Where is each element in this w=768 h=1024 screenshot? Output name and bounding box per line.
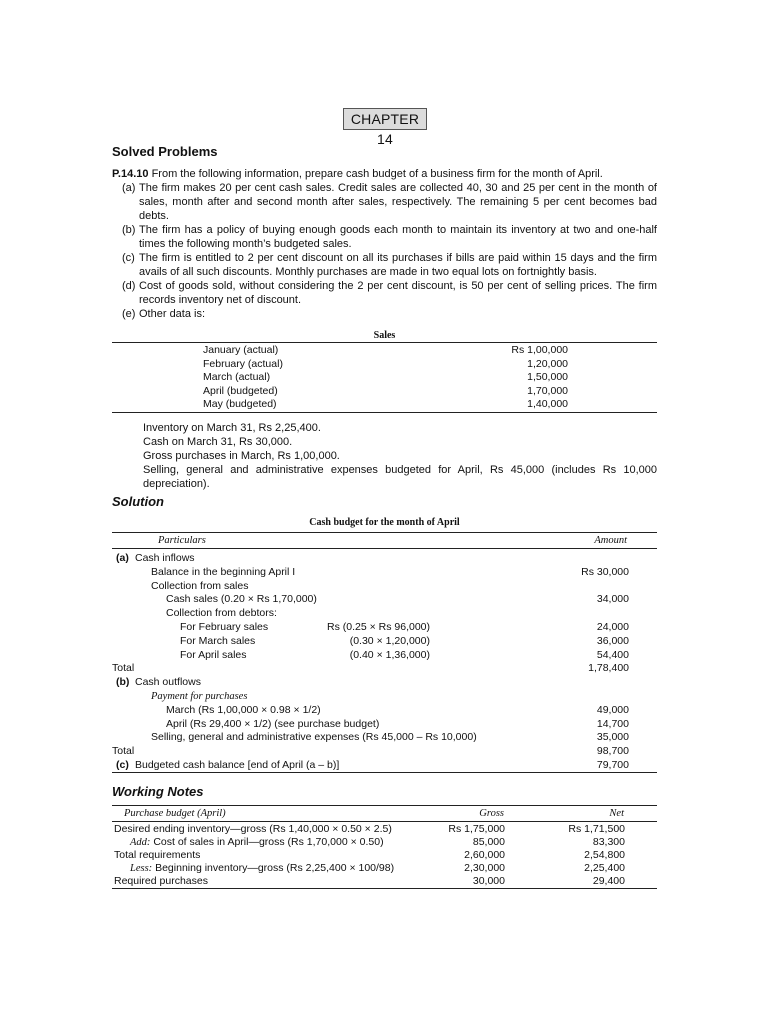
purchase-gross: Rs 1,75,000 <box>448 823 505 835</box>
sales-table-title: Sales <box>373 330 396 341</box>
row-amount: 24,000 <box>596 621 629 633</box>
purchase-row-prefix: Add: <box>130 837 151 848</box>
purchase-row-text: Required purchases <box>114 875 208 887</box>
problem-part <box>112 251 657 279</box>
purchase-row-label <box>130 862 394 875</box>
row-particular: Total <box>112 662 135 675</box>
row-tag: (b) <box>116 676 130 689</box>
row-amount: 54,400 <box>596 648 629 661</box>
purchase-gross: 85,000 <box>472 836 505 848</box>
sales-table-top-rule <box>112 342 657 343</box>
row-amount: 1,78,400 <box>588 662 629 675</box>
part-label: (e) <box>122 308 136 320</box>
purchase-row-text: Desired ending inventory—gross (Rs 1,40,000 × 0.50 × 2.5) <box>114 823 392 835</box>
cash-budget-header-rule <box>112 548 657 549</box>
row-particular: For March sales <box>180 634 256 647</box>
purchase-row-prefix: Less: <box>130 863 153 874</box>
info-line: Cash on March 31, Rs 30,000. <box>143 436 293 448</box>
row-amount: Rs 30,000 <box>581 565 629 578</box>
problem-parts <box>112 181 657 321</box>
chapter-heading: CHAPTER 14 <box>343 108 427 130</box>
sales-month: April (budgeted) <box>203 384 278 397</box>
row-amount: 98,700 <box>596 745 629 758</box>
row-amount: 34,000 <box>596 593 629 606</box>
purchase-row-text: Cost of sales in April—gross (Rs 1,70,000 × 0.50) <box>150 836 384 848</box>
purchase-net: Rs 1,71,500 <box>568 823 625 835</box>
purchase-row-label <box>130 836 384 849</box>
purchase-net: 83,300 <box>592 836 625 848</box>
sales-amount: Rs 1,00,000 <box>511 344 568 356</box>
col-net: Net <box>609 808 624 819</box>
cash-budget-title: Cash budget for the month of April <box>309 517 460 528</box>
part-label: (b) <box>122 224 136 236</box>
row-tag: (c) <box>116 759 129 771</box>
problem-text: From the following information, prepare cash budget of a business firm for the month of April. <box>151 168 603 180</box>
row-particular: Cash outflows <box>135 676 201 689</box>
row-particular: Budgeted cash balance [end of April (a – b)] <box>135 759 340 771</box>
row-calc: (0.30 × 1,20,000) <box>349 634 430 647</box>
problem-part <box>112 307 657 321</box>
problem-intro <box>112 167 657 181</box>
row-amount: 35,000 <box>596 731 629 744</box>
part-text: The firm has a policy of buying enough goods each month to maintain its inventory at two and one-half times the following month’s budgeted sales. <box>139 224 657 250</box>
row-particular: April (Rs 29,400 × 1/2) (see purchase budget) <box>166 717 380 730</box>
row-particular: Collection from debtors: <box>166 607 277 620</box>
row-particular: March (Rs 1,00,000 × 0.98 × 1/2) <box>166 703 321 716</box>
info-line: Gross purchases in March, Rs 1,00,000. <box>143 450 340 462</box>
purchase-budget-bottom-rule <box>112 888 657 889</box>
part-label: (c) <box>122 252 135 264</box>
row-particular: Selling, general and administrative expenses (Rs 45,000 – Rs 10,000) <box>151 731 477 744</box>
purchase-net: 2,25,400 <box>584 862 625 874</box>
sales-amount: 1,50,000 <box>527 371 568 384</box>
problem-part <box>112 279 657 307</box>
row-amount: 36,000 <box>596 634 629 647</box>
col-particulars: Particulars <box>158 535 206 546</box>
row-particular: Total <box>112 745 135 758</box>
row-amount: 49,000 <box>596 703 629 716</box>
problem-number: P.14.10 <box>112 168 149 180</box>
purchase-net: 29,400 <box>592 875 625 887</box>
row-particular: For February sales <box>180 621 269 633</box>
sales-table-bottom-rule <box>112 412 657 413</box>
purchase-row-text: Beginning inventory—gross (Rs 2,25,400 × 100/98) <box>152 862 395 874</box>
row-particular: Cash inflows <box>135 552 195 564</box>
info-line: Inventory on March 31, Rs 2,25,400. <box>143 422 321 434</box>
sales-amount: 1,70,000 <box>527 384 568 397</box>
part-label: (d) <box>122 280 136 292</box>
working-notes-heading: Working Notes <box>112 784 204 799</box>
col-gross: Gross <box>479 808 504 819</box>
purchase-row-label <box>114 849 200 862</box>
row-tag: (a) <box>116 552 129 564</box>
sales-month: March (actual) <box>203 371 271 384</box>
row-particular: Collection from sales <box>151 579 249 592</box>
row-amount: 14,700 <box>596 717 629 730</box>
row-calc: Rs (0.25 × Rs 96,000) <box>326 621 430 633</box>
sales-amount: 1,40,000 <box>527 398 568 411</box>
purchase-net: 2,54,800 <box>584 849 625 861</box>
row-particular: Cash sales (0.20 × Rs 1,70,000) <box>166 593 317 606</box>
col-purchase-budget: Purchase budget (April) <box>124 808 226 819</box>
sales-month: January (actual) <box>203 344 279 356</box>
sales-month: May (budgeted) <box>203 398 277 411</box>
purchase-gross: 2,30,000 <box>464 862 505 874</box>
purchase-budget-top-rule <box>112 805 657 806</box>
other-info <box>143 421 657 491</box>
row-particular: Balance in the beginning April I <box>151 565 296 578</box>
row-calc: (0.40 × 1,36,000) <box>349 648 430 661</box>
sales-month: February (actual) <box>203 357 283 370</box>
purchase-row-label <box>114 823 392 836</box>
purchase-row-label <box>114 875 208 888</box>
purchase-gross: 30,000 <box>472 875 505 887</box>
row-particular: Payment for purchases <box>151 691 248 702</box>
problem-part <box>112 181 657 223</box>
part-text: Other data is: <box>139 308 206 320</box>
purchase-row-text: Total requirements <box>114 849 201 861</box>
part-label: (a) <box>122 182 136 194</box>
row-amount: 79,700 <box>596 759 629 771</box>
section-title: Solved Problems <box>112 144 218 159</box>
part-text: The firm is entitled to 2 per cent discount on all its purchases if bills are paid within 15 days and the firm avails of all such discounts. Monthly purchases are made in two equal lots on fortnightly basis. <box>139 252 657 278</box>
cash-budget-top-rule <box>112 532 657 533</box>
solution-heading: Solution <box>112 494 164 509</box>
part-text: Cost of goods sold, without considering the 2 per cent discount, is 50 per cent of selling prices. The firm records inventory net of discount. <box>139 280 657 306</box>
part-text: The firm makes 20 per cent cash sales. Credit sales are collected 40, 30 and 25 per cent in the month of sales, month after and second month after sales, respectively. The remaining 5 per cent becomes bad debts. <box>139 182 657 222</box>
purchase-gross: 2,60,000 <box>464 849 505 861</box>
col-amount: Amount <box>594 535 627 546</box>
purchase-budget-header-rule <box>112 821 657 822</box>
row-particular: For April sales <box>180 648 247 661</box>
info-line: Selling, general and administrative expenses budgeted for April, Rs 45,000 (includes Rs 10,000 depreciation). <box>143 464 657 490</box>
sales-amount: 1,20,000 <box>527 357 568 370</box>
problem-part <box>112 223 657 251</box>
cash-budget-bottom-rule <box>112 772 657 773</box>
